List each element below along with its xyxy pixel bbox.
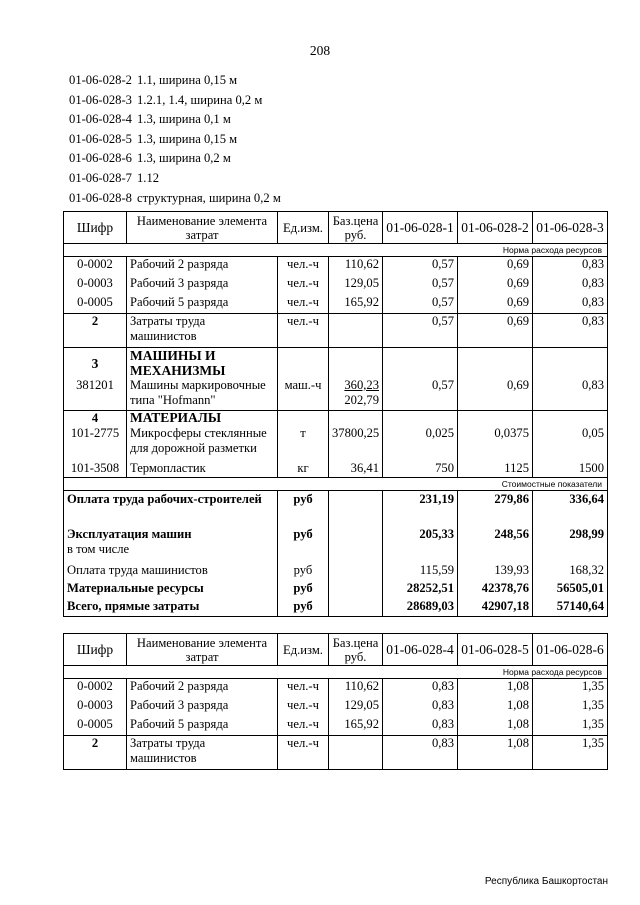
- row-code: 0-0002: [64, 679, 127, 698]
- row-value: 0,69: [458, 257, 533, 276]
- row-value: 1,35: [533, 698, 608, 717]
- section-band: [64, 244, 608, 257]
- resource-norm-table-2: [63, 633, 608, 770]
- header-column: 01-06-028-1: [383, 212, 458, 244]
- total-value: 168,32: [533, 562, 608, 580]
- total-unit: руб: [278, 580, 329, 598]
- table-row: [64, 314, 608, 348]
- section-band: [64, 666, 608, 679]
- total-label: Эксплуатация машин: [67, 526, 192, 541]
- row-price: 110,62: [329, 679, 383, 698]
- row-value: 1125: [458, 458, 533, 478]
- table-row: [64, 717, 608, 736]
- row-value: 0,57: [383, 276, 458, 295]
- row-code: 0-0002: [64, 257, 127, 276]
- row-price: 165,92: [329, 295, 383, 314]
- row-code: 0-0005: [64, 717, 127, 736]
- row-name: Рабочий 5 разряда: [127, 295, 278, 314]
- row-price: 110,62: [329, 257, 383, 276]
- total-value: 336,64: [533, 491, 608, 526]
- row-name: Рабочий 3 разряда: [127, 698, 278, 717]
- code-list: [64, 71, 281, 208]
- row-unit: чел.-ч: [278, 314, 329, 348]
- row-unit: чел.-ч: [278, 276, 329, 295]
- band-label: Норма расхода ресурсов: [64, 244, 608, 257]
- row-code: 381201: [64, 378, 127, 410]
- table-row: [64, 295, 608, 314]
- row-value: 1,35: [533, 717, 608, 736]
- total-label: Оплата труда рабочих-строителей: [64, 491, 278, 526]
- row-value: 0,0375: [458, 426, 533, 458]
- row-name: Термопластик: [127, 458, 278, 478]
- band-label: Норма расхода ресурсов: [64, 666, 608, 679]
- row-price: 36,41: [329, 458, 383, 478]
- code-list-item: [64, 130, 281, 150]
- total-unit: руб: [278, 491, 329, 526]
- code: 01-06-028-2: [69, 73, 132, 87]
- row-name: Рабочий 3 разряда: [127, 276, 278, 295]
- code: 01-06-028-5: [69, 131, 132, 146]
- resource-norm-table-1: [63, 211, 608, 617]
- total-value: 57140,64: [533, 598, 608, 617]
- price-value: 360,23: [344, 378, 379, 392]
- total-value: 205,33: [383, 526, 458, 562]
- table-header-row: [64, 634, 608, 666]
- code-list-item: [64, 71, 281, 91]
- header-column: 01-06-028-5: [458, 634, 533, 666]
- row-code: 0-0003: [64, 276, 127, 295]
- code: 01-06-028-7: [69, 170, 132, 185]
- total-label-cell: [64, 526, 278, 562]
- total-value: 28689,03: [383, 598, 458, 617]
- code-description: 1.12: [137, 170, 160, 185]
- table-row: [64, 276, 608, 295]
- code-description: структурная, ширина 0,2 м: [137, 190, 281, 205]
- row-value: 0,83: [533, 257, 608, 276]
- code: 01-06-028-6: [69, 151, 132, 166]
- header-unit: Ед.изм.: [278, 634, 329, 666]
- row-name: Затраты труда машинистов: [127, 314, 278, 348]
- header-price: Баз.цена руб.: [329, 212, 383, 244]
- row-name: Рабочий 2 разряда: [127, 679, 278, 698]
- total-value: 248,56: [458, 526, 533, 562]
- row-value: 0,57: [383, 314, 458, 348]
- row-price: [329, 736, 383, 770]
- table-row: [64, 698, 608, 717]
- row-unit: чел.-ч: [278, 679, 329, 698]
- band-label: Стоимостные показатели: [64, 478, 608, 491]
- row-name: Рабочий 5 разряда: [127, 717, 278, 736]
- row-unit: кг: [278, 458, 329, 478]
- total-value: 139,93: [458, 562, 533, 580]
- section-number: 4: [64, 410, 127, 426]
- table-row: [64, 736, 608, 770]
- row-value: 0,83: [383, 717, 458, 736]
- row-price: 129,05: [329, 698, 383, 717]
- row-unit: чел.-ч: [278, 736, 329, 770]
- table-row: [64, 378, 608, 410]
- row-code: 2: [64, 736, 127, 770]
- row-price: [329, 378, 383, 410]
- total-unit: руб: [278, 598, 329, 617]
- total-sublabel: в том числе: [67, 541, 130, 556]
- total-value: 28252,51: [383, 580, 458, 598]
- total-value: 115,59: [383, 562, 458, 580]
- row-unit: чел.-ч: [278, 717, 329, 736]
- row-value: 750: [383, 458, 458, 478]
- total-unit: руб: [278, 562, 329, 580]
- row-value: 0,69: [458, 378, 533, 410]
- section-title: МАТЕРИАЛЫ: [127, 410, 278, 426]
- total-row: [64, 526, 608, 562]
- row-price: 165,92: [329, 717, 383, 736]
- row-unit: т: [278, 426, 329, 458]
- table-header-row: [64, 212, 608, 244]
- row-name: Машины маркировочные типа "Hofmann": [127, 378, 278, 410]
- code-list-item: [64, 169, 281, 189]
- row-value: 0,69: [458, 276, 533, 295]
- total-label: Оплата труда машинистов: [64, 562, 278, 580]
- row-value: 1,08: [458, 698, 533, 717]
- header-column: 01-06-028-2: [458, 212, 533, 244]
- section-number: 3: [64, 348, 127, 379]
- total-row: [64, 562, 608, 580]
- row-value: 0,57: [383, 295, 458, 314]
- code-description: 1.3, ширина 0,15 м: [137, 131, 238, 146]
- row-value: 1500: [533, 458, 608, 478]
- table-row: [64, 257, 608, 276]
- row-value: 0,83: [383, 698, 458, 717]
- header-price: Баз.цена руб.: [329, 634, 383, 666]
- total-value: 231,19: [383, 491, 458, 526]
- total-label: Материальные ресурсы: [64, 580, 278, 598]
- header-name: Наименование элемента затрат: [127, 212, 278, 244]
- row-value: 0,57: [383, 378, 458, 410]
- row-value: 1,35: [533, 736, 608, 770]
- price-value-secondary: 202,79: [344, 393, 379, 407]
- row-value: 0,025: [383, 426, 458, 458]
- footer-region: Республика Башкортостан: [484, 876, 608, 887]
- row-code: 101-2775: [64, 426, 127, 458]
- code-list-item: [64, 149, 281, 169]
- row-name: Микросферы стеклянные для дорожной разметки: [127, 426, 278, 458]
- row-value: 0,05: [533, 426, 608, 458]
- row-unit: чел.-ч: [278, 295, 329, 314]
- code-list-item: [64, 91, 281, 111]
- row-value: 0,83: [533, 295, 608, 314]
- row-value: 0,83: [383, 736, 458, 770]
- code-description: 1.2.1, 1.4, ширина 0,2 м: [137, 92, 263, 107]
- table-row: [64, 679, 608, 698]
- total-row: [64, 598, 608, 617]
- total-value: 279,86: [458, 491, 533, 526]
- row-code: 101-3508: [64, 458, 127, 478]
- row-value: 1,08: [458, 717, 533, 736]
- total-row: [64, 580, 608, 598]
- row-value: 0,83: [533, 314, 608, 348]
- header-name: Наименование элемента затрат: [127, 634, 278, 666]
- row-value: 0,83: [533, 378, 608, 410]
- row-name: Затраты труда машинистов: [127, 736, 278, 770]
- row-value: 0,83: [533, 276, 608, 295]
- code-description: 1.1, ширина 0,15 м: [137, 73, 238, 87]
- total-label: Всего, прямые затраты: [64, 598, 278, 617]
- section-heading-row: [64, 410, 608, 426]
- table-row: [64, 458, 608, 478]
- row-code: 0-0005: [64, 295, 127, 314]
- code: 01-06-028-4: [69, 112, 132, 127]
- row-price: [329, 314, 383, 348]
- row-unit: маш.-ч: [278, 378, 329, 410]
- table-row: [64, 426, 608, 458]
- code: 01-06-028-8: [69, 190, 132, 205]
- code-description: 1.3, ширина 0,2 м: [137, 151, 231, 166]
- total-value: 56505,01: [533, 580, 608, 598]
- header-code: Шифр: [64, 634, 127, 666]
- section-title: МАШИНЫ И МЕХАНИЗМЫ: [127, 348, 278, 379]
- row-value: 0,57: [383, 257, 458, 276]
- total-value: 42907,18: [458, 598, 533, 617]
- code-list-item: [64, 189, 281, 209]
- row-price: 37800,25: [329, 426, 383, 458]
- row-value: 1,08: [458, 679, 533, 698]
- row-value: 0,69: [458, 314, 533, 348]
- row-unit: чел.-ч: [278, 698, 329, 717]
- row-price: 129,05: [329, 276, 383, 295]
- header-code: Шифр: [64, 212, 127, 244]
- header-column: 01-06-028-3: [533, 212, 608, 244]
- row-value: 1,08: [458, 736, 533, 770]
- row-value: 0,83: [383, 679, 458, 698]
- total-unit: руб: [278, 526, 329, 562]
- section-band: [64, 478, 608, 491]
- code-list-item: [64, 110, 281, 130]
- header-column: 01-06-028-6: [533, 634, 608, 666]
- total-value: 298,99: [533, 526, 608, 562]
- row-name: Рабочий 2 разряда: [127, 257, 278, 276]
- row-code: 2: [64, 314, 127, 348]
- row-unit: чел.-ч: [278, 257, 329, 276]
- code: 01-06-028-3: [69, 92, 132, 107]
- row-value: 1,35: [533, 679, 608, 698]
- total-row: [64, 491, 608, 526]
- page-number: 208: [309, 43, 331, 58]
- section-heading-row: [64, 348, 608, 379]
- header-unit: Ед.изм.: [278, 212, 329, 244]
- total-value: 42378,76: [458, 580, 533, 598]
- row-value: 0,69: [458, 295, 533, 314]
- row-code: 0-0003: [64, 698, 127, 717]
- code-description: 1.3, ширина 0,1 м: [137, 112, 231, 127]
- header-column: 01-06-028-4: [383, 634, 458, 666]
